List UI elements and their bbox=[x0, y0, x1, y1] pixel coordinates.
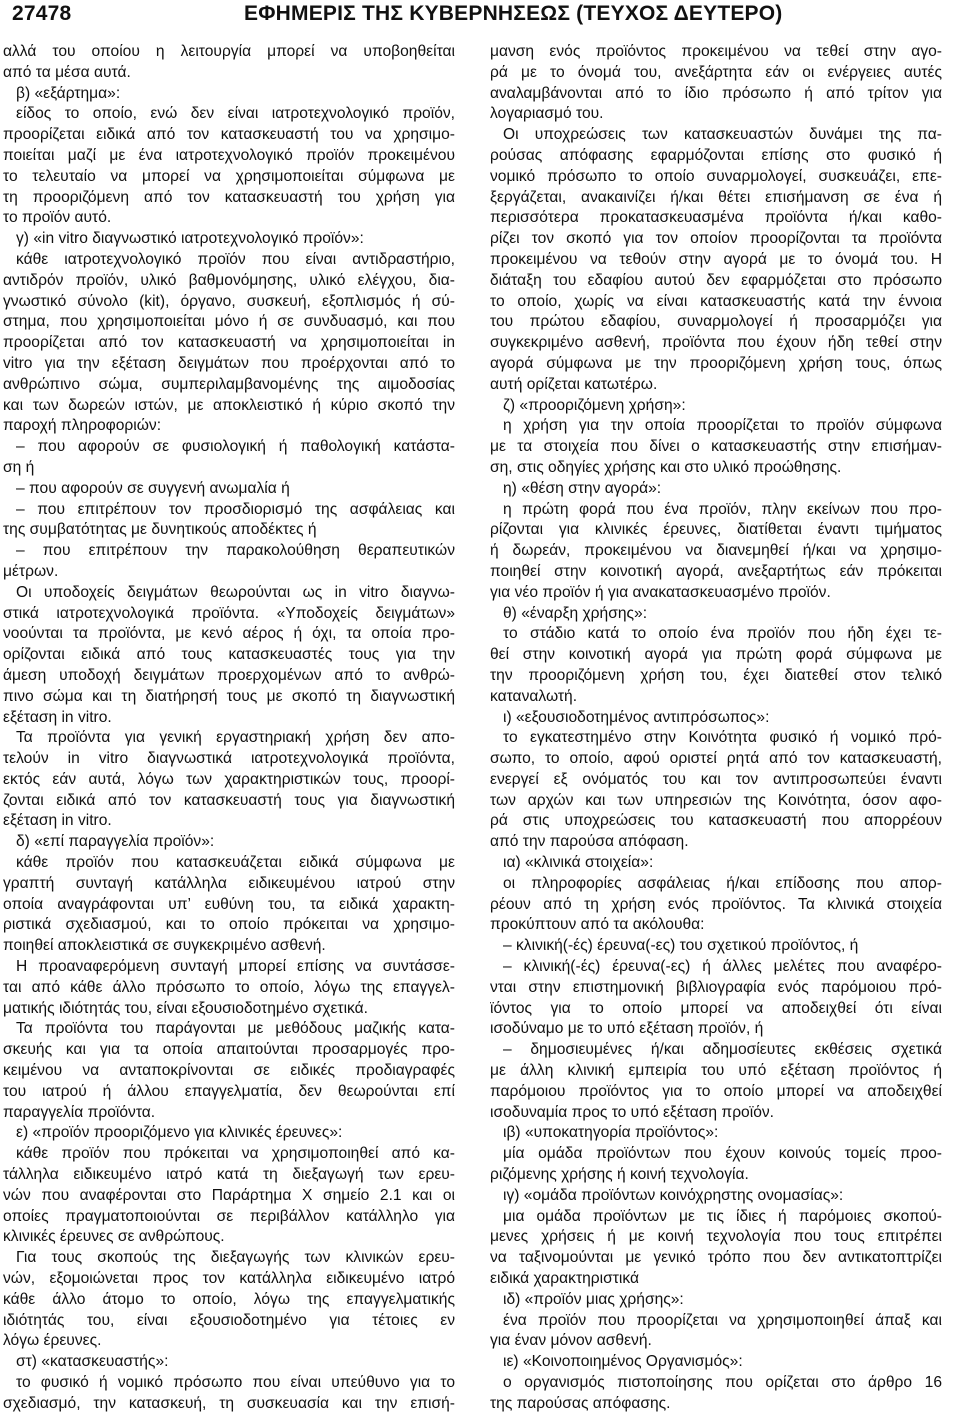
text-line: Οι υποδοχείς δειγμάτων θεωρούνται ως in vitro διαγνω- bbox=[16, 583, 455, 601]
text-line: τη προοριζόμενη από τον κατασκευαστή του χρήση για bbox=[3, 188, 455, 206]
text-line: κάθε άλλο άτομο το οποίο, λόγω της επαγγελματικής bbox=[3, 1290, 455, 1308]
text-line: ένα προϊόν που προορίζεται να χρησιμοποιηθεί άπαξ και bbox=[503, 1311, 942, 1329]
text-line: β) «εξάρτημα»: bbox=[16, 84, 121, 102]
text-line: – που επιτρέπουν την παρακολούθηση θεραπευτικών bbox=[16, 542, 455, 560]
text-line: Τα προϊόντα του παράγονται με μεθόδους μαζικής κατα- bbox=[16, 1020, 455, 1038]
text-line: vitro για την εξέταση δειγμάτων που προέρχονται από το bbox=[3, 354, 455, 372]
text-line: στ) «κατασκευαστής»: bbox=[16, 1353, 169, 1371]
text-line: σχεδιασμό, την κατασκευή, τη συσκευασία και την επισή- bbox=[3, 1394, 455, 1412]
text-line: ισοδυναμία προς το υπό εξέταση προϊόν. bbox=[490, 1103, 774, 1121]
text-line: κάθε προϊόν που κατασκευάζεται ειδικά σύμφωνα με bbox=[16, 854, 455, 872]
text-line: ποιηθεί αποκλειστικά σε συγκεκριμένο ασθενή. bbox=[3, 937, 326, 955]
text-line: ϊόντος για το οποίο μπορεί να αποδειχθεί ότι είναι bbox=[490, 999, 942, 1017]
text-line: – που αφορούν σε φυσιολογική ή παθολογική κατάστα- bbox=[16, 438, 455, 456]
text-line: ιε) «Κοινοποιημένος Οργανισμός»: bbox=[503, 1353, 743, 1371]
text-line: γνωστικό σύνολο (kit), όργανο, συσκευή, εξοπλισμός ή σύ- bbox=[3, 292, 455, 310]
text-line: αλλά του οποίου η λειτουργία μπορεί να υποβοηθείται bbox=[3, 43, 455, 60]
text-line: της συμβατότητας με δυνητικούς αποδέκτες ή bbox=[3, 521, 317, 539]
text-line: – κλινική(-ές) έρευνα(-ες) του σχετικού προϊόντος, ή bbox=[503, 937, 859, 955]
text-line: ποιηθεί στην κοινοτική αγορά, ανεξαρτήτως εάν πρόκειται bbox=[490, 562, 942, 580]
text-line: ζ) «προοριζόμενη χρήση»: bbox=[503, 396, 686, 414]
text-line: παρόμοιου προϊόντος για το οποίο μπορεί να αποδειχθεί bbox=[490, 1082, 942, 1100]
text-line: ριζόμενης χρήσης ή κοινή τεχνολογία. bbox=[490, 1166, 749, 1184]
text-line: Η προαναφερόμενη συνταγή μπορεί επίσης να συντάσσε- bbox=[16, 958, 455, 976]
text-line: σκευής και για τα οποία απαιτούνται προσαρμογές προ- bbox=[3, 1041, 455, 1059]
text-line: γραπτή συνταγή κατάλληλα ειδικευμένου ιατρού στην bbox=[3, 874, 455, 892]
text-line: το οποίο, χωρίς να είναι κατασκευαστής κατά την έννοια bbox=[490, 292, 942, 310]
text-line: το εγκατεστημένο στην Κοινότητα φυσικό ή νομικό πρό- bbox=[503, 729, 942, 747]
text-line: προκύπτουν από τα ακόλουθα: bbox=[490, 916, 705, 934]
text-line: ρούσας απόφασης εφαρμόζονται επίσης στο φυσικό ή bbox=[490, 146, 942, 164]
text-line: θεί στην κοινοτική αγορά για πρώτη φορά σύμφωνα με bbox=[490, 646, 942, 664]
text-line: – κλινική(-ές) έρευνα(-ες) ή άλλες μελέτες που αναφέρο- bbox=[503, 958, 942, 976]
text-line: παροχή πληροφοριών: bbox=[3, 417, 162, 435]
right-column bbox=[490, 42, 942, 1415]
text-line: της παρούσας απόφασης. bbox=[490, 1394, 671, 1412]
text-line: Οι υποχρεώσεις των κατασκευαστών δυνάμει της πα- bbox=[503, 126, 942, 144]
text-line: ρέουν από τη χρήση ενός προϊόντος. Τα κλινικά στοιχεία bbox=[490, 895, 942, 913]
text-line: ε) «προϊόν προοριζόμενο για κλινικές έρευνες»: bbox=[16, 1124, 343, 1142]
text-line: διάταξη του εδαφίου αυτού δεν εφαρμόζεται στο πρόσωπο bbox=[490, 271, 942, 289]
journal-title: ΕΦΗΜΕΡΙΣ ΤΗΣ ΚΥΒΕΡΝΗΣΕΩΣ (ΤΕΥΧΟΣ ΔΕΥΤΕΡΟ) bbox=[244, 2, 783, 25]
page-number: 27478 bbox=[12, 2, 72, 25]
text-line: εξέταση in vitro. bbox=[3, 812, 112, 830]
text-line: μανση ενός προϊόντος προκειμένου να τεθεί στην αγο- bbox=[490, 43, 942, 60]
text-line: ρά με το όνομά του, ανεξάρτητα εάν οι ενέργειες αυτές bbox=[490, 63, 942, 81]
text-line: λόγω έρευνες. bbox=[3, 1332, 102, 1350]
text-line: πινο σώμα και τη διατήρησή τους με σκοπό τη διαγνωστική bbox=[3, 687, 455, 705]
text-line: εκτός εάν αυτά, λόγω των χαρακτηριστικών τους, προορί- bbox=[3, 770, 455, 788]
text-line: το τελευταίο να μπορεί να χρησιμοποιείται σύμφωνα με bbox=[3, 167, 455, 185]
text-line: ται από κάθε άλλο πρόσωπο το οποίο, λόγω της επαγγελ- bbox=[3, 978, 455, 996]
text-line: προορίζεται από τον κατασκευαστή να χρησιμοποιείται in bbox=[3, 334, 455, 352]
text-line: ρίζονται για κλινικές έρευνες, διατίθεται έναντι τιμήματος bbox=[490, 521, 942, 539]
text-line: ειδικά χαρακτηριστικά bbox=[490, 1270, 640, 1288]
text-line: μέτρων. bbox=[3, 562, 59, 580]
text-line: κάθε ιατροτεχνολογικό προϊόν που είναι αντιδραστήριο, bbox=[16, 250, 455, 268]
text-line: – που αφορούν σε συγγενή ανωμαλία ή bbox=[16, 479, 290, 497]
text-line: κλινικές έρευνες σε ανθρώπους. bbox=[3, 1228, 225, 1246]
text-line: αγορά σύμφωνα με την προοριζόμενη χρήση τους, όπως bbox=[490, 354, 942, 372]
text-line: εξέταση in vitro. bbox=[3, 708, 112, 726]
text-line: ρίζει τον σκοπό για τον οποίον προορίζονται τα προϊόντα bbox=[490, 230, 942, 248]
text-line: αναλαμβάνονται από το ίδιο πρόσωπο ή από τρίτον για bbox=[490, 84, 942, 102]
text-line: ανθρώπινο σώμα, συμπεριλαμβανομένης της αιμοδοσίας bbox=[3, 375, 455, 393]
text-line: ση ή bbox=[3, 458, 35, 476]
text-line: συγκεκριμένο ασθενή, προϊόντα που έχουν ήδη τεθεί στην bbox=[490, 334, 942, 352]
left-column bbox=[3, 42, 455, 1415]
text-line: νών, εξομοιώνεται προς τον κατάλληλα ειδικευμένο ιατρό bbox=[3, 1270, 455, 1288]
text-line: νται στην επιστημονική βιβλιογραφία ενός παρόμοιου πρό- bbox=[490, 978, 942, 996]
text-line: περισσότερα προκατασκευασμένα προϊόντα ή/και καθο- bbox=[490, 209, 942, 227]
text-line: ισοδύναμο με το υπό εξέταση προϊόν, ή bbox=[490, 1020, 764, 1038]
text-line: θ) «έναρξη χρήσης»: bbox=[503, 604, 648, 622]
text-line: νών που αναφέρονται στο Παράρτημα Χ σημείο 2.1 και οι bbox=[3, 1186, 455, 1204]
text-line: από τα μέσα αυτά. bbox=[3, 63, 131, 81]
text-line: την προοριζόμενη χρήση του, έχει διατεθεί στον τελικό bbox=[490, 666, 942, 684]
text-line: στικά ιατροτεχνολογικά προϊόντα. «Υποδοχείς δειγμάτων» bbox=[3, 604, 455, 622]
text-line: τάλληλα ειδικευμένο ιατρό κατά τη διεξαγωγή των ερευ- bbox=[3, 1166, 455, 1184]
page-header bbox=[12, 2, 948, 30]
text-line: νοούνται τα προϊόντα, με κενό αέρος ή όχι, τα οποία προ- bbox=[3, 625, 455, 643]
text-line: ορίζονται ειδικά από τους κατασκευαστές τους για την bbox=[3, 646, 455, 664]
text-line: ι) «εξουσιοδοτημένος αντιπρόσωπος»: bbox=[503, 708, 770, 726]
text-line: του πρώτου εδαφίου, συναρμολογεί ή προσαρμόζει για bbox=[490, 313, 942, 331]
text-line: καταναλωτή. bbox=[490, 687, 578, 705]
text-line: – που επιτρέπουν τον προσδιορισμό της ασφάλειας και bbox=[16, 500, 455, 518]
text-line: προκειμένου να τεθούν στην αγορά με το όνομά του. Η bbox=[490, 250, 942, 268]
text-line: η πρώτη φορά που ένα προϊόν, πλην εκείνων που προ- bbox=[503, 500, 942, 518]
text-line: ξεργάζεται, ανακαινίζει ή/και θέτει επισήμανση σε ένα ή bbox=[490, 188, 942, 206]
text-line: να ταξινομούνται με γενικό τρόπο που δεν αντικατοπτρίζει bbox=[490, 1249, 942, 1267]
text-line: Για τους σκοπούς της διεξαγωγής των κλινικών ερευ- bbox=[16, 1249, 455, 1267]
text-line: με τα στοιχεία που δίνει ο κατασκευαστής στην επισήμαν- bbox=[490, 438, 942, 456]
text-line: αντιδρόν προϊόν, υλικό βαθμονόμησης, υλικό ελέγχου, δια- bbox=[3, 271, 455, 289]
text-line: ζονται ειδικά από τον κατασκευαστή τους για διαγνωστική bbox=[3, 791, 455, 809]
text-line: η χρήση για την οποία προορίζεται το προϊόν σύμφωνα bbox=[503, 417, 942, 435]
text-line: ενεργεί εξ ονόματός του και τον αντιπροσωπεύει έναντι bbox=[490, 770, 942, 788]
text-line: το στάδιο κατά το οποίο ένα προϊόν που ήδη έχει τε- bbox=[503, 625, 942, 643]
text-line: ιβ) «υποκατηγορία προϊόντος»: bbox=[503, 1124, 719, 1142]
text-line: του ιατρού ή άλλου επαγγελματία, δεν θεωρούνται επί bbox=[3, 1082, 455, 1100]
text-line: στημα, που χρησιμοποιείται μόνο ή σε συνδυασμό, και που bbox=[3, 313, 455, 331]
text-line: ή δωρεάν, προκειμένου να διανεμηθεί ή/και να χρησιμο- bbox=[490, 542, 942, 560]
text-line: η) «θέση στην αγορά»: bbox=[503, 479, 662, 497]
text-line: τελούν in vitro διαγνωστικά ιατροτεχνολογικά προϊόντα, bbox=[3, 750, 455, 768]
text-line: ια) «κλινικά στοιχεία»: bbox=[503, 854, 654, 872]
text-line: ση, στις οδηγίες χρήσης και στο υλικό προώθησης. bbox=[490, 458, 842, 476]
text-line: κάθε προϊόν που πρόκειται να χρησιμοποιηθεί από κα- bbox=[16, 1145, 455, 1163]
text-line: γ) «in vitro διαγνωστικό ιατροτεχνολογικό προϊόν»: bbox=[16, 230, 364, 248]
text-line: είδος το οποίο, ενώ δεν είναι ιατροτεχνολογικό προϊόν, bbox=[16, 105, 455, 123]
text-line: οποία αναγράφονται υπ’ ευθύνη του, τα ειδικά χαρακτη- bbox=[3, 895, 455, 913]
text-line: παραγγελία προϊόντα. bbox=[3, 1103, 156, 1121]
text-line: λογαριασμό του. bbox=[490, 105, 604, 123]
text-line: άμεση υποδοχή δειγμάτων προερχομένων από το ανθρώ- bbox=[3, 666, 455, 684]
text-line: ριστικά σχεδιασμού, και το οποίο πρόκειται να χρησιμο- bbox=[3, 916, 455, 934]
text-line: ιγ) «ομάδα προϊόντων κοινόχρηστης ονομασίας»: bbox=[503, 1186, 844, 1204]
text-line: ματικής ιδιότητάς του, είναι εξουσιοδοτημένο σχετικά. bbox=[3, 999, 368, 1017]
text-line: οι πληροφορίες ασφάλειας ή/και επίδοσης που απορ- bbox=[503, 874, 942, 892]
text-line: σωπο, το οποίο, αφού οριστεί ρητά από τον κατασκευαστή, bbox=[490, 750, 942, 768]
text-line: το προϊόν αυτό. bbox=[3, 209, 112, 227]
text-line: ο οργανισμός πιστοποίησης που ορίζεται στο άρθρο 16 bbox=[503, 1374, 942, 1391]
text-line: Τα προϊόντα για γενική εργαστηριακή χρήση δεν απο- bbox=[16, 729, 455, 747]
text-line: για νέο προϊόν ή για ανακατασκευασμένο προϊόν. bbox=[490, 583, 831, 601]
text-line: με άλλη κλινική εμπειρία του υπό εξέταση προϊόντος ή bbox=[490, 1062, 942, 1080]
text-line: προορίζεται ειδικά από τον κατασκευαστή του να χρησιμο- bbox=[3, 126, 455, 144]
text-line: μενες χρήσεις ή με κοινή τεχνολογία που τους επιτρέπει bbox=[490, 1228, 942, 1246]
text-line: αυτή ορίζεται κατωτέρω. bbox=[490, 375, 658, 393]
text-line: ποιείται μαζί με ένα ιατροτεχνολογικό προϊόν προκειμένου bbox=[3, 146, 455, 164]
text-line: – δημοσιευμένες ή/και αδημοσίευτες εκθέσεις σχετικά bbox=[503, 1041, 942, 1059]
text-line: ρά στις υποχρεώσεις του κατασκευαστή που απορρέουν bbox=[490, 812, 942, 830]
text-line: για έναν μόνον ασθενή. bbox=[490, 1332, 652, 1350]
text-line: μια ομάδα προϊόντων με τις ίδιες ή παρόμοιες σκοπού- bbox=[503, 1207, 942, 1225]
text-line: και των δωρεών ιστών, με αποκλειστικό ή κύριο σκοπό την bbox=[3, 396, 455, 414]
text-line: από την παρούσα απόφαση. bbox=[490, 833, 689, 851]
text-line: ιδ) «προϊόν μιας χρήσης»: bbox=[503, 1290, 684, 1308]
text-line: οποίες πραγματοποιούνται σε περιβάλλον κατάλληλο για bbox=[3, 1207, 455, 1225]
text-line: ιδιότητάς του, είναι εξουσιοδοτημένο για τέτοιες εν bbox=[3, 1311, 455, 1329]
text-line: νομικό πρόσωπο το οποίο συναρμολογεί, συσκευάζει, επε- bbox=[490, 167, 942, 185]
text-line: των αρχών και των υπηρεσιών της Κοινότητα, όσον αφο- bbox=[490, 791, 942, 809]
text-line: δ) «επί παραγγελία προϊόν»: bbox=[16, 833, 215, 851]
text-line: το φυσικό ή νομικό πρόσωπο που είναι υπεύθυνο για το bbox=[16, 1374, 455, 1391]
text-line: μία ομάδα προϊόντων που έχουν κοινούς τομείς προο- bbox=[503, 1145, 942, 1163]
text-line: κειμένου να ανταποκρίνονται σε ειδικές προδιαγραφές bbox=[3, 1062, 455, 1080]
